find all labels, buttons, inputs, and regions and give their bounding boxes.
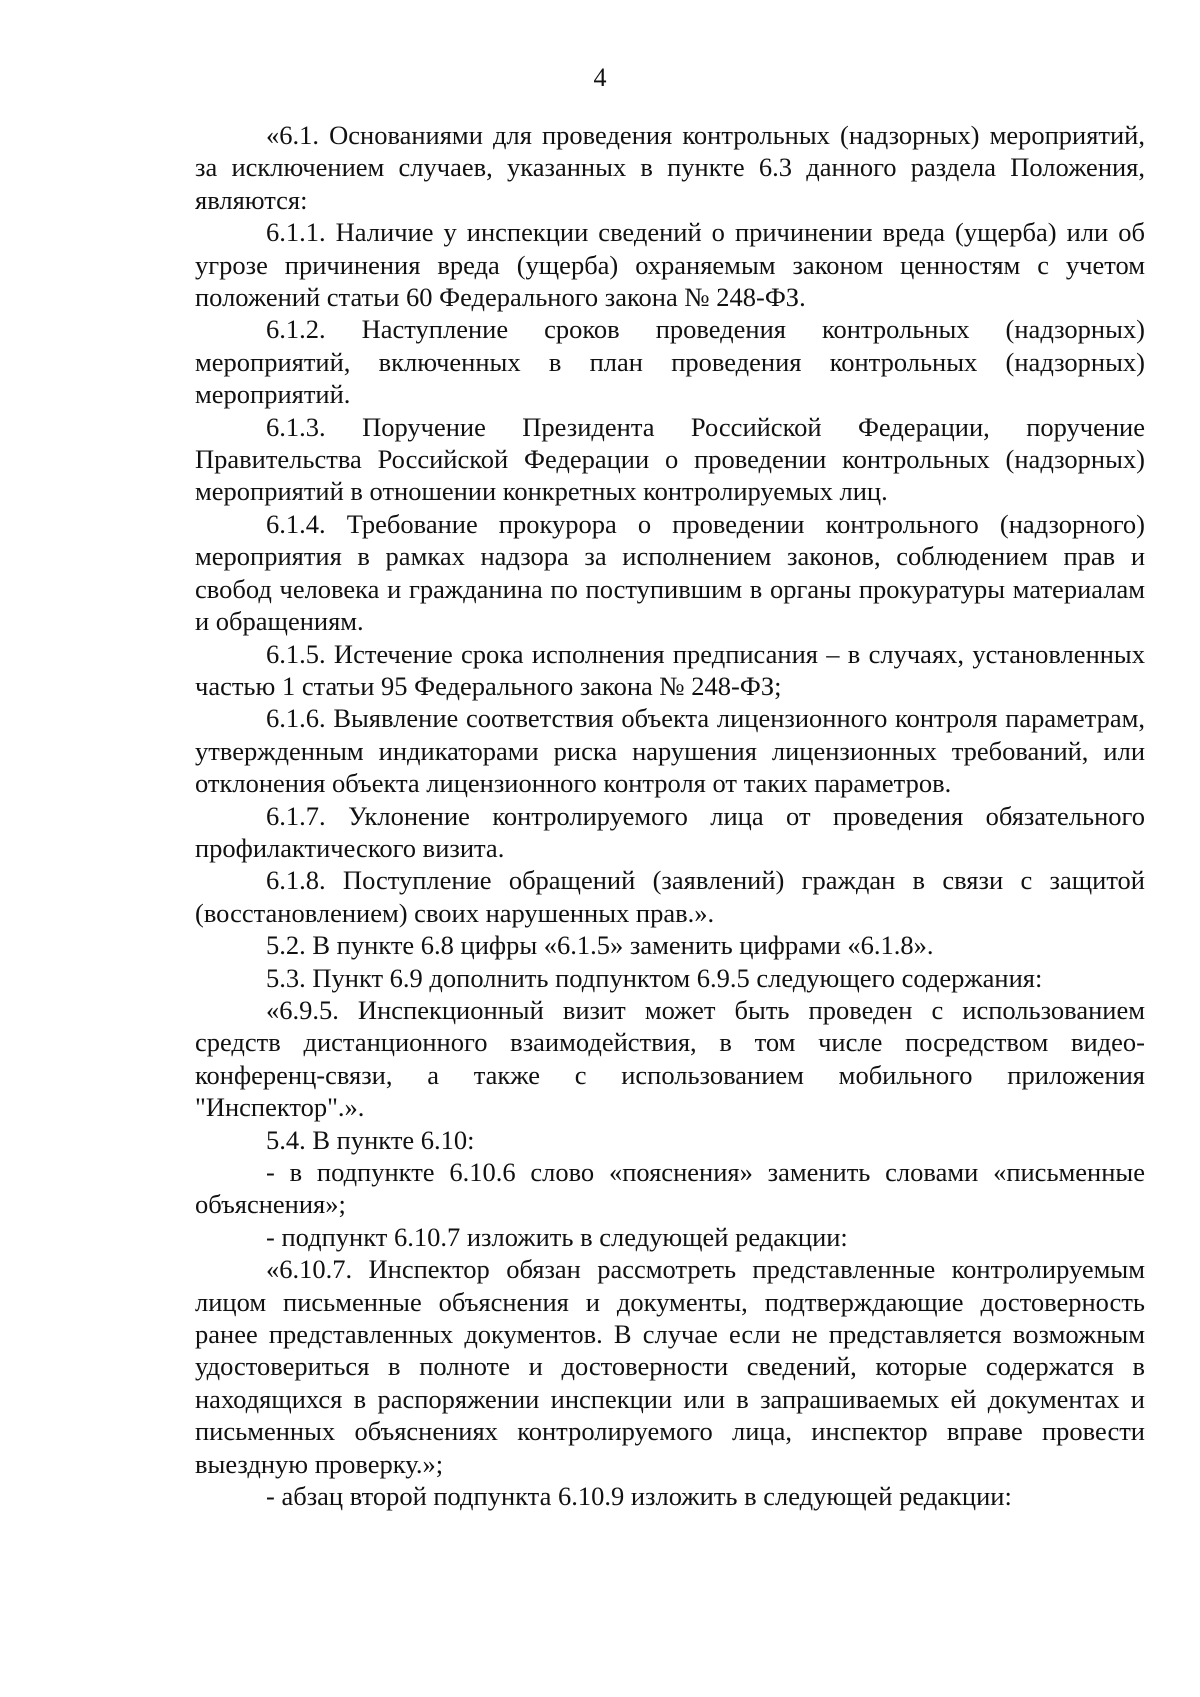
paragraph-6-1: «6.1. Основаниями для проведения контрольных (надзорных) мероприятий, за исключением случаев, указанных в пункте 6.3 данного раздела Положения, являются: xyxy=(195,120,1145,215)
paragraph-6-1-7: 6.1.7. Уклонение контролируемого лица от проведения обязательного профилактического визита. xyxy=(195,800,1145,863)
paragraph-5-2: 5.2. В пункте 6.8 цифры «6.1.5» заменить цифрами «6.1.8». xyxy=(266,930,934,961)
paragraph-6-10-6-change: - в подпункте 6.10.6 слово «пояснения» заменить словами «письменные объяснения»; xyxy=(195,1157,1145,1220)
paragraph-6-9-5: «6.9.5. Инспекционный визит может быть проведен с использованием средств дистанционного взаимодействия, в том числе посредством видео-конференц-связи, а также с использованием мобильного приложения "Инспектор".». xyxy=(195,994,1145,1123)
paragraph-6-1-5: 6.1.5. Истечение срока исполнения предписания – в случаях, установленных частью 1 статьи 95 Федерального закона № 248-ФЗ; xyxy=(195,638,1145,701)
paragraph-6-1-2: 6.1.2. Наступление сроков проведения контрольных (надзорных) мероприятий, включенных в план проведения контрольных (надзорных) мероприятий. xyxy=(195,314,1145,410)
paragraph-6-1-8: 6.1.8. Поступление обращений (заявлений) граждан в связи с защитой (восстановлением) своих нарушенных прав.». xyxy=(195,865,1145,928)
paragraph-6-1-1: 6.1.1. Наличие у инспекции сведений о причинении вреда (ущерба) или об угрозе причинения вреда (ущерба) охраняемым законом ценностям с учетом положений статьи 60 Федерального закона № 248-ФЗ. xyxy=(195,217,1145,313)
paragraph-6-1-3: 6.1.3. Поручение Президента Российской Федерации, поручение Правительства Российской Федерации о проведении контрольных (надзорных) мероприятий в отношении конкретных контролируемых лиц. xyxy=(195,411,1145,507)
paragraph-6-1-4: 6.1.4. Требование прокурора о проведении контрольного (надзорного) мероприятия в рамках надзора за исполнением законов, соблюдением прав и свобод человека и гражданина по поступившим в органы прокуратуры материалам и обращениям. xyxy=(195,508,1145,637)
paragraph-6-10-7-intro: - подпункт 6.10.7 изложить в следующей редакции: xyxy=(266,1221,848,1252)
paragraph-5-3: 5.3. Пункт 6.9 дополнить подпунктом 6.9.5 следующего содержания: xyxy=(266,962,1043,993)
paragraph-6-1-6: 6.1.6. Выявление соответствия объекта лицензионного контроля параметрам, утвержденным индикаторами риска нарушения лицензионных требований, или отклонения объекта лицензионного контроля от таких параметров. xyxy=(195,703,1145,799)
paragraph-6-10-9-intro: - абзац второй подпункта 6.10.9 изложить в следующей редакции: xyxy=(266,1481,1012,1512)
paragraph-6-10-7: «6.10.7. Инспектор обязан рассмотреть представленные контролируемым лицом письменные объяснения и документы, подтверждающие достоверность ранее представленных документов. В случае если не представляется возможным удостовериться в полноте и достоверности сведений, которые содержатся в находящихся в распоряжении инспекции или в запрашиваемых ей документах и письменных объяснениях контролируемого лица, инспектор вправе провести выездную проверку.»; xyxy=(195,1254,1145,1479)
page-number: 4 xyxy=(593,63,607,92)
document-body xyxy=(195,119,1145,1512)
paragraph-5-4: 5.4. В пункте 6.10: xyxy=(266,1124,475,1155)
